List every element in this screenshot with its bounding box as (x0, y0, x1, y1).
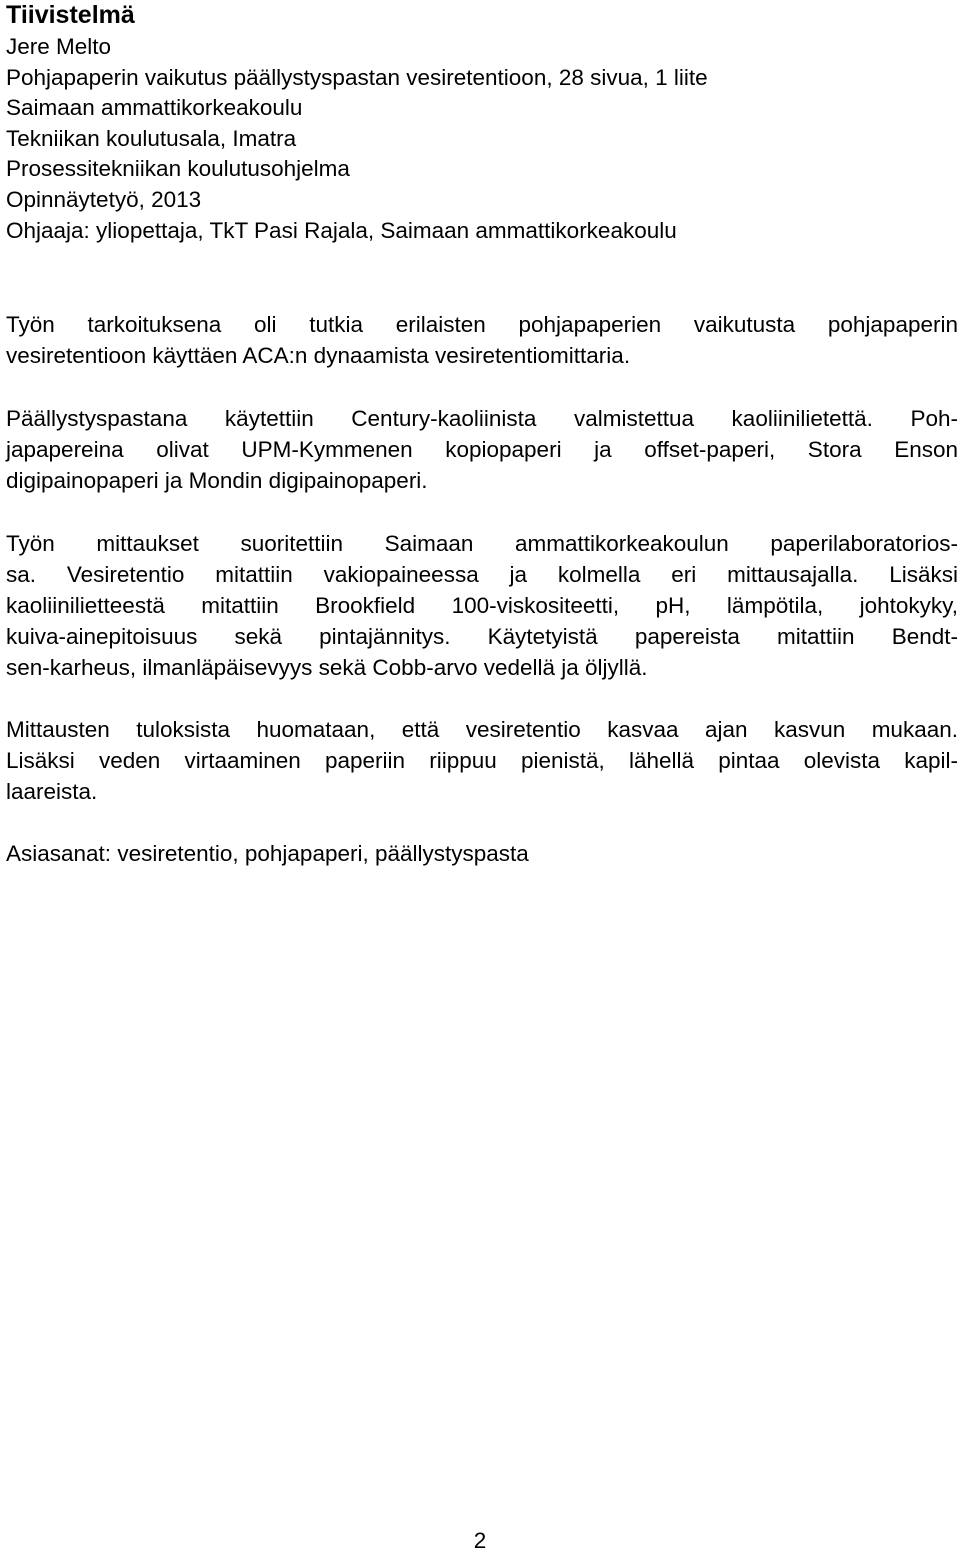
thesis-year: Opinnäytetyö, 2013 (6, 186, 202, 212)
abstract-paragraph-purpose (6, 309, 958, 371)
paragraph-line: vesiretentioon käyttäen ACA:n dynaamista vesiretentiomittaria. (6, 343, 631, 368)
paragraph-line: Mittausten tuloksista huomataan, että vesiretentio kasvaa ajan kasvun mukaan. (6, 717, 958, 742)
document-title: Tiivistelmä (6, 1, 135, 29)
paragraph-line: japapereina olivat UPM-Kymmenen kopiopaperi ja offset-paperi, Stora Enson (6, 437, 958, 462)
abstract-paragraph-methods (6, 528, 958, 683)
paragraph-line: sa. Vesiretentio mitattiin vakiopaineessa ja kolmella eri mittausajalla. Lisäksi (6, 562, 958, 587)
document-page (6, 0, 958, 866)
paragraph-line: digipainopaperi ja Mondin digipainopaperi. (6, 468, 428, 493)
paragraph-line: Päällystyspastana käytettiin Century-kaoliinista valmistettua kaoliinilietettä. Poh- (6, 406, 958, 431)
keywords-line: Asiasanat: vesiretentio, pohjapaperi, päällystyspasta (6, 841, 529, 866)
paragraph-line: Lisäksi veden virtaaminen paperiin riippuu pienistä, lähellä pintaa olevista kapil- (6, 748, 958, 773)
supervisor: Ohjaaja: yliopettaja, TkT Pasi Rajala, Saimaan ammattikorkeakoulu (6, 217, 677, 243)
field-of-study: Tekniikan koulutusala, Imatra (6, 125, 297, 151)
paragraph-line: Työn tarkoituksena oli tutkia erilaisten pohjapaperien vaikutusta pohjapaperin (6, 312, 958, 337)
paragraph-line: kuiva-ainepitoisuus sekä pintajännitys. Käytetyistä papereista mitattiin Bendt- (6, 624, 958, 649)
degree-programme: Prosessitekniikan koulutusohjelma (6, 156, 350, 182)
abstract-paragraph-results (6, 714, 958, 807)
institution: Saimaan ammattikorkeakoulu (6, 95, 303, 121)
paragraph-line: sen-karheus, ilmanläpäisevyys sekä Cobb-arvo vedellä ja öljyllä. (6, 655, 648, 680)
page-number: 2 (473, 1528, 487, 1553)
keywords (6, 838, 958, 869)
paragraph-line: kaoliinilietteestä mitattiin Brookfield 100-viskositeetti, pH, lämpötila, johtokyky, (6, 593, 958, 618)
abstract-paragraph-materials (6, 403, 958, 496)
thesis-title-line: Pohjapaperin vaikutus päällystyspastan vesiretentioon, 28 sivua, 1 liite (6, 64, 708, 90)
paragraph-line: laareista. (6, 779, 98, 804)
author-name: Jere Melto (6, 34, 112, 59)
paragraph-line: Työn mittaukset suoritettiin Saimaan ammattikorkeakoulun paperilaboratorios- (6, 531, 958, 556)
metadata-block (6, 32, 958, 246)
